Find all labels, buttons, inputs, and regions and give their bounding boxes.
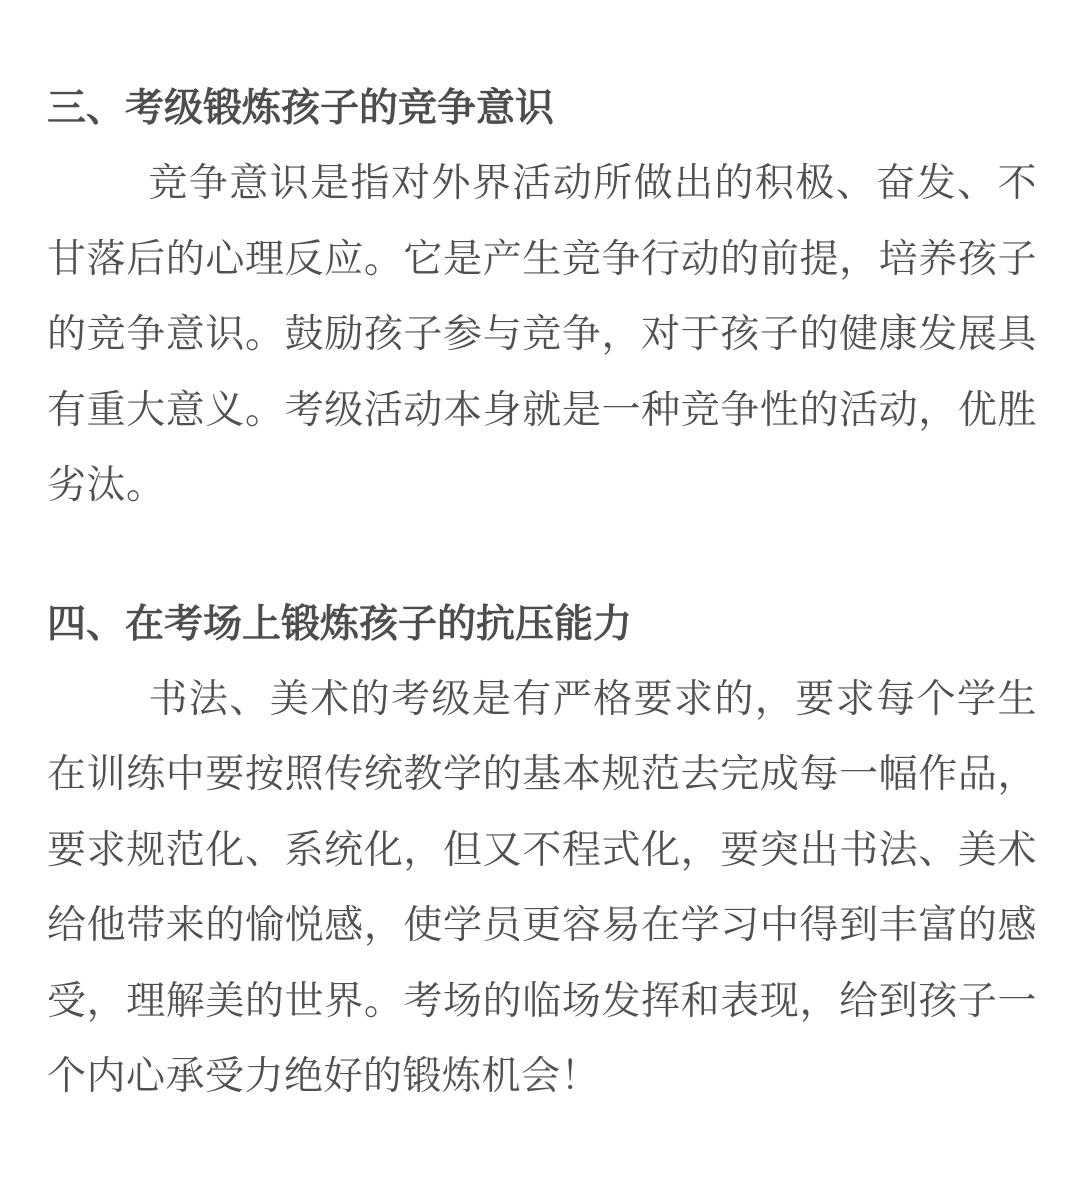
section-paragraph: 竞争意识是指对外界活动所做出的积极、奋发、不甘落后的心理反应。它是产生竞争行动的前提，培养孩子的竞争意识。鼓励孩子参与竞争，对于孩子的健康发展具有重大意义。考级活动本身就是一种竞争性的活动，优胜劣汰。: [47, 161, 1037, 508]
section-heading: 四、在考场上锻炼孩子的抗压能力: [47, 601, 633, 647]
article: [47, 72, 1037, 1115]
section-competition: [47, 72, 1037, 524]
section-pressure: [47, 588, 1037, 1115]
section-heading: 三、考级锻炼孩子的竞争意识: [47, 86, 555, 131]
section-paragraph: 书法、美术的考级是有严格要求的，要求每个学生在训练中要按照传统教学的基本规范去完成每一幅作品，要求规范化、系统化，但又不程式化，要突出书法、美术给他带来的愉悦感，使学员更容易在学习中得到丰富的感受，理解美的世界。考场的临场发挥和表现，给到孩子一个内心承受力绝好的锻炼机会！: [47, 676, 1037, 1099]
